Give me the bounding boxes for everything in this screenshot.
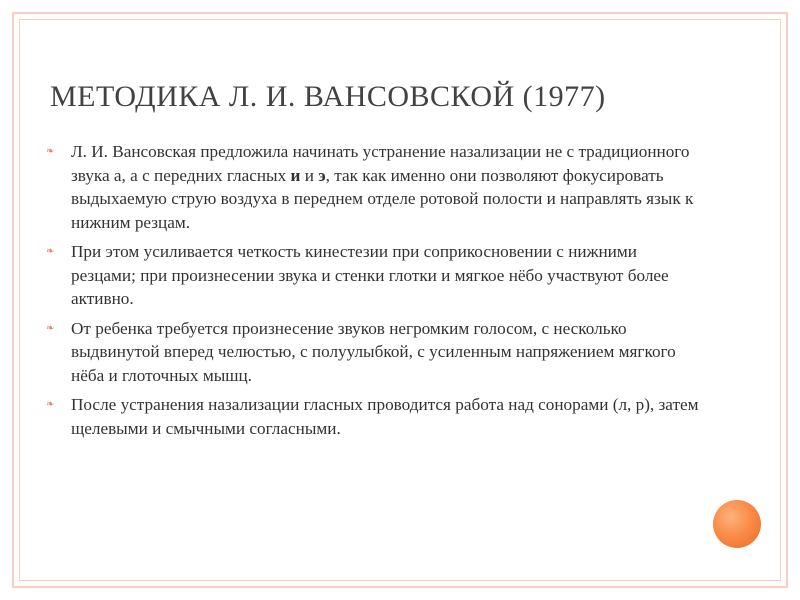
bullet-text-1: Л. И. Вансовская предложила начинать устранение назализации не с традиционного звука а, а с передних гласных и и э, так как именно они позволяют фокусировать выдыхаемую струю воздуха в переднем отделе ротовой полости и направлять язык к нижним резцам. bbox=[71, 142, 694, 232]
slide-title: МЕТОДИКА Л. И. ВАНСОВСКОЙ (1977) bbox=[50, 80, 606, 113]
leaf-bullet-icon: ❧ bbox=[46, 146, 55, 157]
bold-vowel-i: и bbox=[290, 165, 301, 185]
bullet-text-3: От ребенка требуется произнесение звуков негромким голосом, с несколько выдвинутой вперед челюстью, с полуулыбкой, с усиленным напряжением мягкого нёба и глоточных мышц. bbox=[71, 318, 676, 385]
leaf-bullet-icon: ❧ bbox=[46, 322, 55, 334]
bullet-item-1 bbox=[46, 140, 706, 234]
leaf-bullet-icon: ❧ bbox=[46, 246, 55, 257]
decorative-orange-circle bbox=[713, 500, 761, 548]
leaf-bullet-icon: ❧ bbox=[46, 399, 55, 410]
bullet-text-4: После устранения назализации гласных проводится работа над сонорами (л, р), затем щелевыми и смычными согласными. bbox=[71, 395, 699, 438]
bullet-text-2: При этом усиливается четкость кинестезии при соприкосновении с нижними резцами; при произнесении звука и стенки глотки и мягкое нёбо участвуют более активно. bbox=[71, 242, 669, 308]
bullet-item-3 bbox=[46, 317, 706, 388]
bullet-item-4 bbox=[46, 393, 706, 440]
bullet-item-2 bbox=[46, 240, 706, 311]
bullet-list bbox=[46, 140, 706, 446]
bold-vowel-e: э bbox=[318, 165, 326, 185]
